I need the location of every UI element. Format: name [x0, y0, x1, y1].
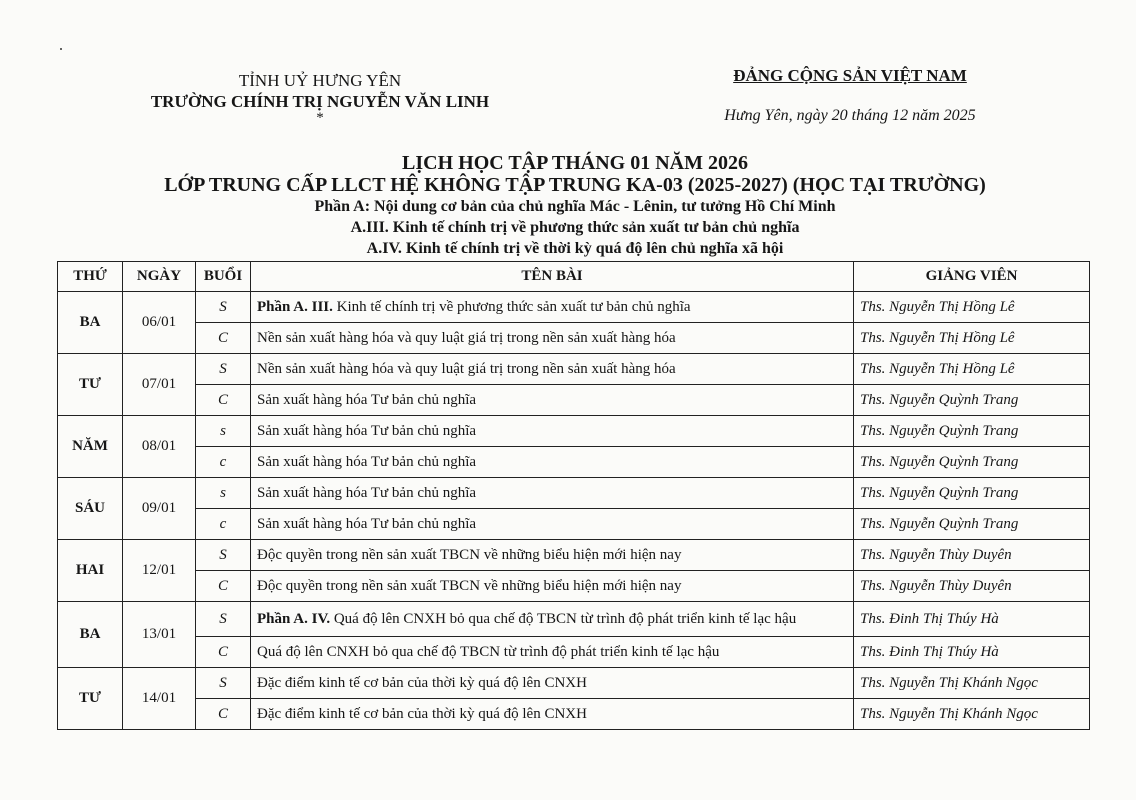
document-titles [60, 152, 1090, 259]
session-cell: C [196, 323, 251, 354]
date-cell: 07/01 [123, 354, 196, 416]
lecturer-cell: Ths. Nguyễn Thị Khánh Ngọc [854, 699, 1090, 730]
col-header-thu: THỨ [58, 262, 123, 292]
session-cell: s [196, 478, 251, 509]
session-cell: C [196, 571, 251, 602]
lecturer-cell: Ths. Nguyễn Thị Hồng Lê [854, 354, 1090, 385]
table-row [58, 478, 1090, 509]
lecturer-cell: Ths. Nguyễn Quỳnh Trang [854, 385, 1090, 416]
table-row [58, 447, 1090, 478]
day-cell: BA [58, 292, 123, 354]
lecturer-cell: Ths. Nguyễn Thị Hồng Lê [854, 292, 1090, 323]
table-row [58, 668, 1090, 699]
title-main: LỊCH HỌC TẬP THÁNG 01 NĂM 2026 [402, 152, 748, 174]
col-header-ngay: NGÀY [123, 262, 196, 292]
lesson-cell: Sản xuất hàng hóa Tư bản chủ nghĩa [251, 509, 854, 540]
lesson-cell: Đặc điểm kinh tế cơ bản của thời kỳ quá độ lên CNXH [251, 699, 854, 730]
table-row [58, 602, 1090, 637]
day-cell: BA [58, 602, 123, 668]
lesson-cell [251, 602, 854, 637]
schedule-table [57, 261, 1090, 730]
session-cell: S [196, 668, 251, 699]
lesson-cell: Độc quyền trong nền sản xuất TBCN về những biểu hiện mới hiện nay [251, 571, 854, 602]
table-row [58, 323, 1090, 354]
title-section-a4: A.IV. Kinh tế chính trị về thời kỳ quá độ lên chủ nghĩa xã hội [366, 240, 784, 257]
day-cell: TƯ [58, 354, 123, 416]
table-row [58, 416, 1090, 447]
province-committee: TỈNH UỶ HƯNG YÊN [238, 71, 402, 90]
title-section-a3: A.III. Kinh tế chính trị về phương thức sản xuất tư bản chủ nghĩa [350, 219, 800, 236]
party-header [690, 66, 1010, 125]
date-cell: 08/01 [123, 416, 196, 478]
school-name: TRƯỜNG CHÍNH TRỊ NGUYỄN VĂN LINH [150, 92, 490, 111]
table-row [58, 637, 1090, 668]
lesson-cell: Sản xuất hàng hóa Tư bản chủ nghĩa [251, 385, 854, 416]
lesson-cell: Độc quyền trong nền sản xuất TBCN về những biểu hiện mới hiện nay [251, 540, 854, 571]
lecturer-cell: Ths. Nguyễn Thị Hồng Lê [854, 323, 1090, 354]
lecturer-cell: Ths. Nguyễn Quỳnh Trang [854, 416, 1090, 447]
lesson-cell: Sản xuất hàng hóa Tư bản chủ nghĩa [251, 478, 854, 509]
table-row [58, 292, 1090, 323]
col-header-ten-bai: TÊN BÀI [251, 262, 854, 292]
table-row [58, 571, 1090, 602]
table-row [58, 385, 1090, 416]
party-name: ĐẢNG CỘNG SẢN VIỆT NAM [733, 66, 967, 85]
lesson-cell [251, 292, 854, 323]
table-row [58, 509, 1090, 540]
lesson-cell: Quá độ lên CNXH bỏ qua chế độ TBCN từ trình độ phát triển kinh tế lạc hậu [251, 637, 854, 668]
day-cell: NĂM [58, 416, 123, 478]
session-cell: c [196, 447, 251, 478]
table-header-row [58, 262, 1090, 292]
lesson-text: Quá độ lên CNXH bỏ qua chế độ TBCN từ trình độ phát triển kinh tế lạc hậu [330, 610, 797, 627]
org-header [130, 70, 510, 124]
lesson-cell: Đặc điểm kinh tế cơ bản của thời kỳ quá độ lên CNXH [251, 668, 854, 699]
lesson-cell: Sản xuất hàng hóa Tư bản chủ nghĩa [251, 447, 854, 478]
date-cell: 06/01 [123, 292, 196, 354]
col-header-buoi: BUỔI [196, 262, 251, 292]
lesson-lead: Phần A. IV. [257, 610, 331, 627]
table-row [58, 699, 1090, 730]
document-date: Hưng Yên, ngày 20 tháng 12 năm 2025 [724, 107, 976, 124]
title-part: Phần A: Nội dung cơ bản của chủ nghĩa Mác - Lênin, tư tưởng Hồ Chí Minh [314, 198, 836, 215]
scan-speck [60, 48, 62, 50]
session-cell: S [196, 354, 251, 385]
day-cell: HAI [58, 540, 123, 602]
table-row [58, 540, 1090, 571]
session-cell: c [196, 509, 251, 540]
lesson-cell: Nền sản xuất hàng hóa và quy luật giá trị trong nền sản xuất hàng hóa [251, 354, 854, 385]
session-cell: s [196, 416, 251, 447]
session-cell: C [196, 699, 251, 730]
lecturer-cell: Ths. Đinh Thị Thúy Hà [854, 637, 1090, 668]
col-header-giang-vien: GIẢNG VIÊN [854, 262, 1090, 292]
lesson-lead: Phần A. III. [257, 298, 333, 315]
lecturer-cell: Ths. Đinh Thị Thúy Hà [854, 602, 1090, 637]
lecturer-cell: Ths. Nguyễn Thùy Duyên [854, 571, 1090, 602]
date-cell: 12/01 [123, 540, 196, 602]
title-class: LỚP TRUNG CẤP LLCT HỆ KHÔNG TẬP TRUNG KA-03 (2025-2027) (HỌC TẠI TRƯỜNG) [164, 174, 986, 196]
session-cell: C [196, 385, 251, 416]
lesson-text: Kinh tế chính trị về phương thức sản xuất tư bản chủ nghĩa [332, 298, 691, 315]
session-cell: C [196, 637, 251, 668]
lecturer-cell: Ths. Nguyễn Quỳnh Trang [854, 509, 1090, 540]
header-star: * [316, 110, 324, 126]
day-cell: SÁU [58, 478, 123, 540]
lecturer-cell: Ths. Nguyễn Quỳnh Trang [854, 478, 1090, 509]
date-cell: 13/01 [123, 602, 196, 668]
lesson-cell: Nền sản xuất hàng hóa và quy luật giá trị trong nền sản xuất hàng hóa [251, 323, 854, 354]
lesson-cell: Sản xuất hàng hóa Tư bản chủ nghĩa [251, 416, 854, 447]
session-cell: S [196, 540, 251, 571]
table-row [58, 354, 1090, 385]
date-cell: 09/01 [123, 478, 196, 540]
session-cell: S [196, 602, 251, 637]
date-cell: 14/01 [123, 668, 196, 730]
lecturer-cell: Ths. Nguyễn Thùy Duyên [854, 540, 1090, 571]
lecturer-cell: Ths. Nguyễn Quỳnh Trang [854, 447, 1090, 478]
day-cell: TƯ [58, 668, 123, 730]
lecturer-cell: Ths. Nguyễn Thị Khánh Ngọc [854, 668, 1090, 699]
session-cell: S [196, 292, 251, 323]
